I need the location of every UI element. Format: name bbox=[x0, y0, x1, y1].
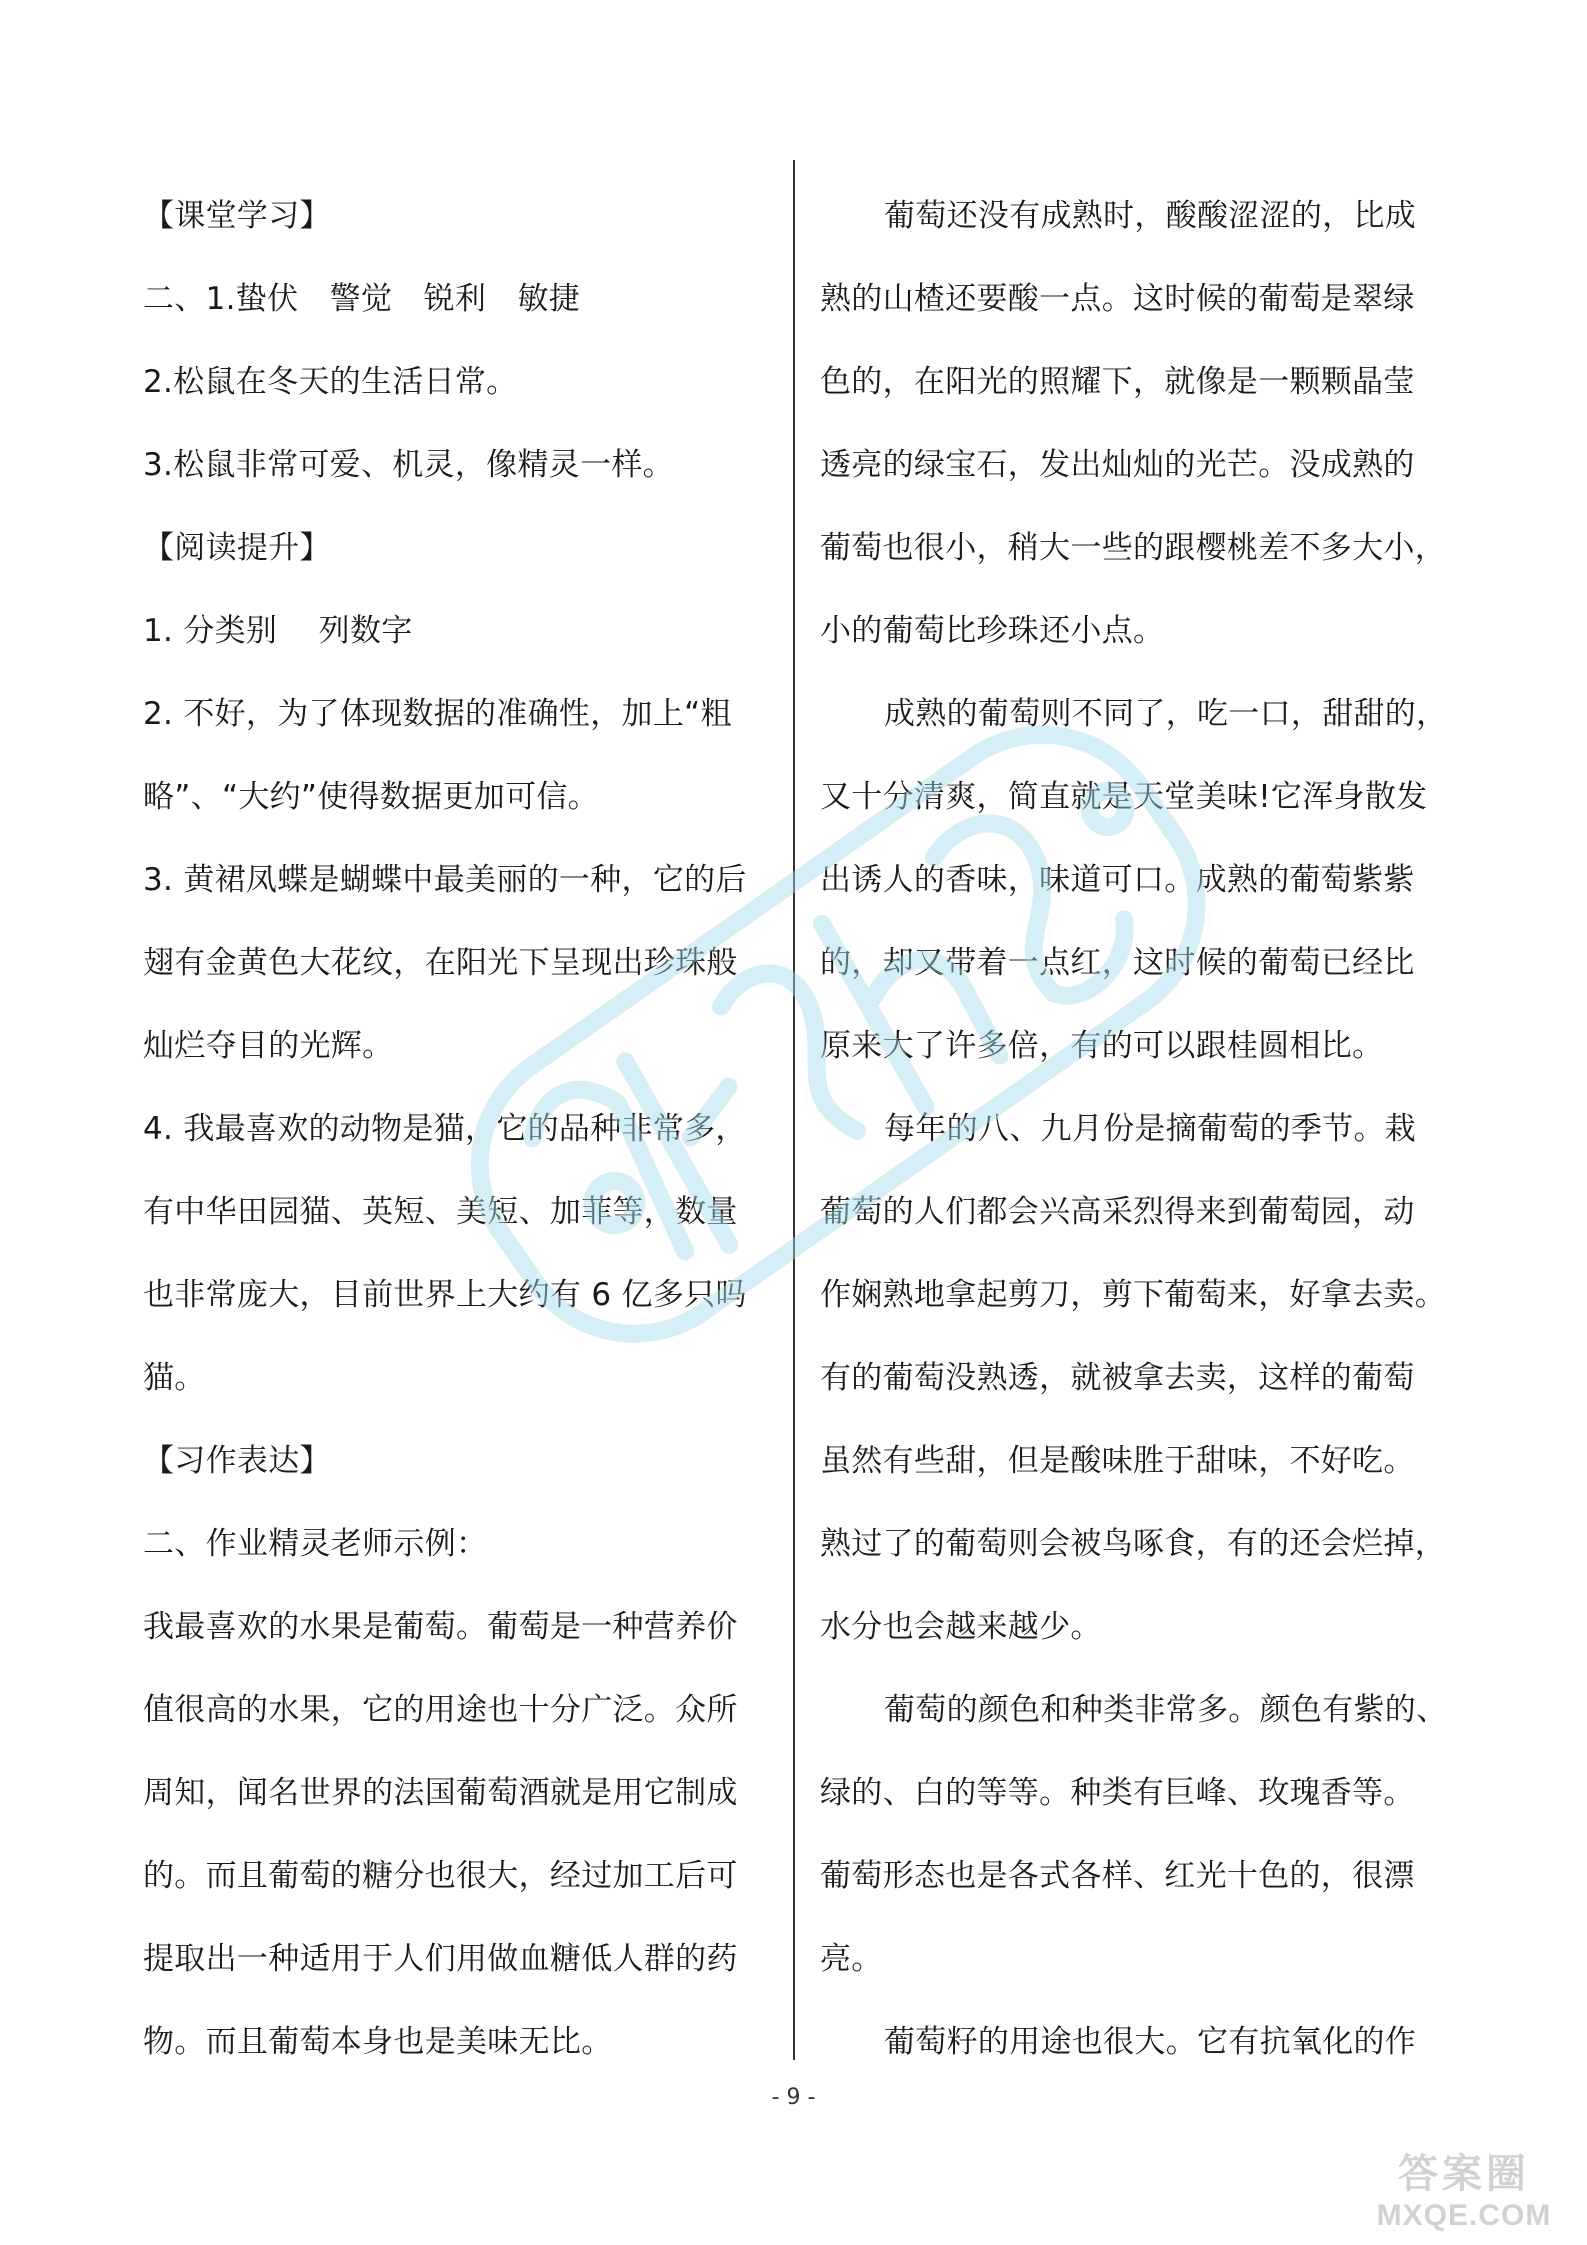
right-column-line: 葡萄的人们都会兴高采烈得来到葡萄园，动 bbox=[820, 1194, 1415, 1230]
right-column-line: 虽然有些甜，但是酸味胜于甜味，不好吃。 bbox=[820, 1443, 1415, 1479]
right-column-line: 葡萄形态也是各式各样、红光十色的，很漂 bbox=[820, 1858, 1415, 1894]
right-column-line: 葡萄的颜色和种类非常多。颜色有紫的、 bbox=[884, 1692, 1447, 1728]
right-column-line: 的，却又带着一点红，这时候的葡萄已经比 bbox=[820, 945, 1415, 981]
left-column-line: 灿烂夺目的光辉。 bbox=[143, 1028, 394, 1064]
right-column bbox=[820, 175, 1447, 2084]
right-column-line: 作娴熟地拿起剪刀，剪下葡萄来，好拿去卖。 bbox=[820, 1277, 1446, 1313]
left-column-line: 我最喜欢的水果是葡萄。葡萄是一种营养价 bbox=[143, 1609, 738, 1645]
watermark-logo bbox=[1359, 2142, 1569, 2237]
left-column-line: 也非常庞大，目前世界上大约有 6 亿多只吗 bbox=[143, 1277, 747, 1313]
left-column-line: 【阅读提升】 bbox=[143, 530, 331, 566]
right-column-line: 葡萄籽的用途也很大。它有抗氧化的作 bbox=[884, 2024, 1417, 2060]
right-column-line: 葡萄也很小，稍大一些的跟樱桃差不多大小， bbox=[820, 530, 1446, 566]
left-column-line: 翅有金黄色大花纹，在阳光下呈现出珍珠般 bbox=[143, 945, 738, 981]
right-column-line: 亮。 bbox=[820, 1941, 883, 1977]
right-column-line: 每年的八、九月份是摘葡萄的季节。栽 bbox=[884, 1111, 1417, 1147]
left-column-line: 1. 分类别 列数字 bbox=[143, 613, 413, 649]
right-column-line: 熟的山楂还要酸一点。这时候的葡萄是翠绿 bbox=[820, 281, 1415, 317]
left-column-line: 2.松鼠在冬天的生活日常。 bbox=[143, 364, 518, 400]
left-column-line: 值很高的水果，它的用途也十分广泛。众所 bbox=[143, 1692, 738, 1728]
left-column-line: 物。而且葡萄本身也是美味无比。 bbox=[143, 2024, 613, 2060]
left-column-line: 提取出一种适用于人们用做血糖低人群的药 bbox=[143, 1941, 738, 1977]
watermark-url: MXQE.COM bbox=[1376, 2199, 1552, 2232]
left-column-line: 的。而且葡萄的糖分也很大，经过加工后可 bbox=[143, 1858, 738, 1894]
right-column-line: 小的葡萄比珍珠还小点。 bbox=[820, 613, 1165, 649]
left-column-line: 4. 我最喜欢的动物是猫，它的品种非常多， bbox=[143, 1111, 747, 1147]
right-column-line: 原来大了许多倍，有的可以跟桂圆相比。 bbox=[820, 1028, 1384, 1064]
watermark-title: 答案圈 bbox=[1398, 2152, 1530, 2196]
right-column-line: 水分也会越来越少。 bbox=[820, 1609, 1102, 1645]
left-column-line: 周知，闻名世界的法国葡萄酒就是用它制成 bbox=[143, 1775, 738, 1811]
right-column-line: 色的，在阳光的照耀下，就像是一颗颗晶莹 bbox=[820, 364, 1415, 400]
left-column-line: 2. 不好，为了体现数据的准确性，加上“粗 bbox=[143, 696, 732, 732]
right-column-line: 透亮的绿宝石，发出灿灿的光芒。没成熟的 bbox=[820, 447, 1415, 483]
left-column-line: 3.松鼠非常可爱、机灵，像精灵一样。 bbox=[143, 447, 674, 483]
left-column-line: 猫。 bbox=[143, 1360, 206, 1396]
left-column-line: 略”、“大约”使得数据更加可信。 bbox=[143, 779, 599, 815]
left-column-line: 【习作表达】 bbox=[143, 1443, 331, 1479]
right-column-line: 绿的、白的等等。种类有巨峰、玫瑰香等。 bbox=[820, 1775, 1415, 1811]
left-column-line: 【课堂学习】 bbox=[143, 198, 331, 234]
page-number: - 9 - bbox=[771, 2085, 816, 2110]
left-column bbox=[143, 175, 768, 2084]
left-column-line: 二、1.蛰伏 警觉 锐利 敏捷 bbox=[143, 281, 581, 317]
right-column-line: 又十分清爽，简直就是天堂美味!它浑身散发 bbox=[820, 779, 1428, 815]
column-divider bbox=[793, 160, 795, 2060]
left-column-line: 二、作业精灵老师示例： bbox=[143, 1526, 488, 1562]
right-column-line: 有的葡萄没熟透，就被拿去卖，这样的葡萄 bbox=[820, 1360, 1415, 1396]
right-column-line: 葡萄还没有成熟时，酸酸涩涩的，比成 bbox=[884, 198, 1417, 234]
right-column-line: 出诱人的香味，味道可口。成熟的葡萄紫紫 bbox=[820, 862, 1415, 898]
left-column-line: 有中华田园猫、英短、美短、加菲等，数量 bbox=[143, 1194, 738, 1230]
right-column-line: 熟过了的葡萄则会被鸟啄食，有的还会烂掉， bbox=[820, 1526, 1446, 1562]
right-column-line: 成熟的葡萄则不同了，吃一口，甜甜的， bbox=[884, 696, 1447, 732]
left-column-line: 3. 黄裙凤蝶是蝴蝶中最美丽的一种，它的后 bbox=[143, 862, 747, 898]
